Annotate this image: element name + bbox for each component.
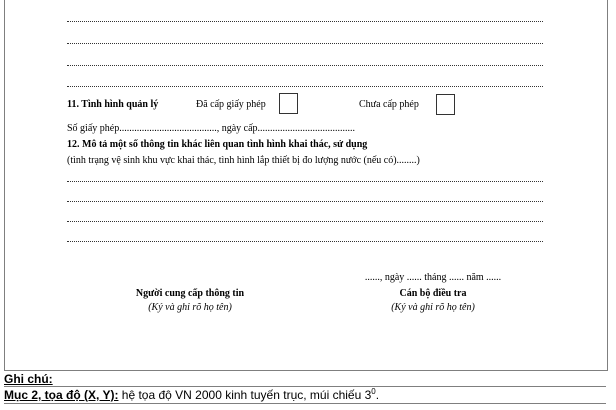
note-item <box>4 388 606 403</box>
permit-line[interactable]: Số giấy phép......................................., ngày cấp....................................... <box>67 123 356 134</box>
dotted-line[interactable] <box>67 21 543 22</box>
dotted-line[interactable] <box>67 201 543 202</box>
provider-note: (Ký và ghi rõ họ tên) <box>148 302 232 313</box>
licensed-checkbox[interactable] <box>279 93 298 114</box>
licensed-label: Đã cấp giấy phép <box>196 99 266 110</box>
section-12-subtitle: (tình trạng vệ sinh khu vực khai thác, tình hình lắp thiết bị đo lượng nước (nếu có)........) <box>67 155 420 166</box>
dotted-line[interactable] <box>67 43 543 44</box>
divider <box>4 386 606 387</box>
dotted-line[interactable] <box>67 86 543 87</box>
notes-heading: Ghi chú: <box>4 372 53 386</box>
dotted-line[interactable] <box>67 221 543 222</box>
provider-title: Người cung cấp thông tin <box>135 288 245 299</box>
note-item-label: Mục 2, tọa độ (X, Y): <box>4 388 119 402</box>
dotted-line[interactable] <box>67 241 543 242</box>
divider <box>4 403 606 404</box>
unlicensed-label: Chưa cấp phép <box>359 99 419 110</box>
unlicensed-checkbox[interactable] <box>436 94 455 115</box>
section-12-title: 12. Mô tả một số thông tin khác liên quan tình hình khai thác, sử dụng <box>67 139 368 150</box>
note-item-text: hệ tọa độ VN 2000 kinh tuyến trục, múi chiếu 3 <box>118 388 372 402</box>
section-11-title: 11. Tình hình quản lý <box>67 99 159 110</box>
notes-heading-row <box>4 372 606 387</box>
note-item-sup: 0 <box>371 387 376 396</box>
investigator-title: Cán bộ điều tra <box>399 288 467 299</box>
date-line[interactable]: ......, ngày ...... tháng ...... năm ...... <box>364 272 502 283</box>
dotted-line[interactable] <box>67 181 543 182</box>
investigator-note: (Ký và ghi rõ họ tên) <box>391 302 475 313</box>
form-frame <box>4 0 608 371</box>
note-item-end: . <box>375 388 380 402</box>
dotted-line[interactable] <box>67 65 543 66</box>
